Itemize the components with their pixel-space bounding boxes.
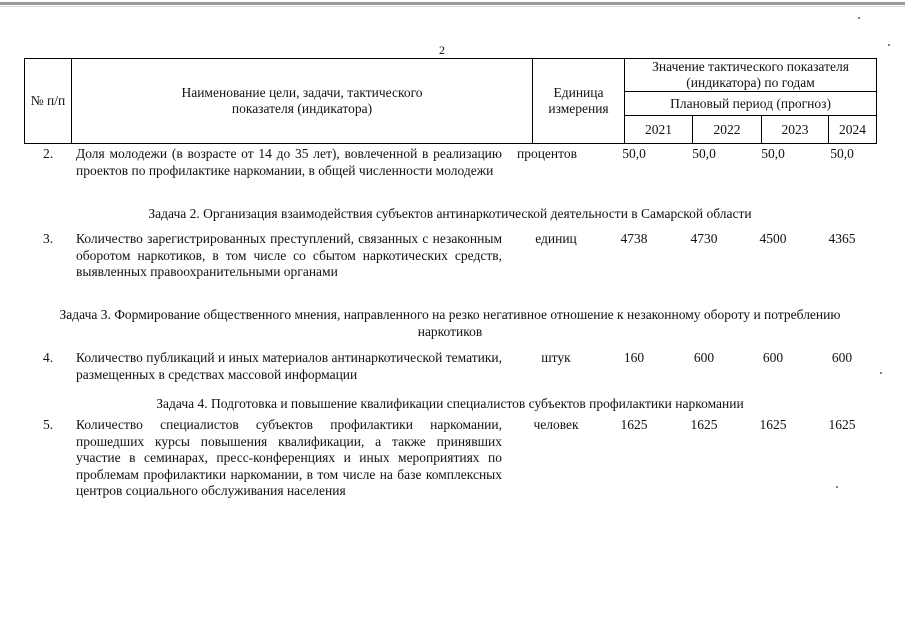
table-header: [24, 58, 877, 144]
table-row: [0, 146, 905, 198]
row-value-2021: 4738: [620, 231, 648, 246]
row-unit: штук: [541, 350, 571, 365]
row-number: 3.: [43, 231, 54, 246]
row-value-2021: 50,0: [622, 146, 646, 161]
row-value-2022: 4730: [690, 231, 718, 246]
row-value-2021: 160: [623, 350, 645, 365]
row-unit: человек: [533, 417, 579, 432]
row-value-2024: 4365: [828, 231, 856, 246]
row-unit: процентов: [516, 146, 577, 161]
task-heading: Задача 4. Подготовка и повышение квалификации специалистов субъектов профилактики наркомании: [156, 396, 744, 411]
scan-edge-top: [0, 2, 905, 5]
task-heading: Задача 3. Формирование общественного мнения, направленного на резко негативное отношение к незаконному обороту и потреблению наркотиков: [59, 307, 841, 339]
row-name: Количество публикаций и иных материалов антинаркотической тематики, размещенных в средствах массовой информации: [76, 350, 502, 382]
row-value-2023: 4500: [759, 231, 787, 246]
row-value-2022: 50,0: [692, 146, 716, 161]
header-name: Наименование цели, задачи, тактического показателя (индикатора): [72, 59, 533, 144]
row-value-2023: 1625: [759, 417, 787, 432]
row-number: 4.: [43, 350, 54, 365]
header-year: 2023: [762, 116, 829, 144]
scan-edge-shadow: [0, 6, 905, 7]
row-value-2024: 50,0: [830, 146, 854, 161]
row-name: Доля молодежи (в возрасте от 14 до 35 лет), вовлеченной в реализацию проектов по профилактике наркомании, в общей численности молодежи: [76, 146, 502, 178]
row-value-2024: 600: [831, 350, 853, 365]
table-row: [0, 350, 905, 386]
header-planned-period: Плановый период (прогноз): [625, 92, 877, 116]
row-name: Количество специалистов субъектов профилактики наркомании, прошедших курсы повышения квалификации, а также принявших участие в семинарах, пресс-конференциях и иных мероприятиях по проблемам профилактики наркомании, в том числе на базе комплексных центров социального обслуживания населения: [76, 417, 502, 498]
row-value-2024: 1625: [828, 417, 856, 432]
scan-speck: [888, 44, 890, 46]
header-year: 2024: [829, 116, 877, 144]
row-name: Количество зарегистрированных преступлений, связанных с незаконным оборотом наркотиков, в том числе со сбытом наркотических средств, выявленных правоохранительными органами: [76, 231, 502, 279]
header-value: Значение тактического показателя (индикатора) по годам: [625, 59, 877, 92]
row-value-2021: 1625: [620, 417, 648, 432]
row-unit: единиц: [535, 231, 577, 246]
row-value-2022: 1625: [690, 417, 718, 432]
page-number: 2: [439, 43, 445, 57]
task-heading: Задача 2. Организация взаимодействия субъектов антинаркотической деятельности в Самарской области: [148, 206, 752, 221]
table-row: [0, 231, 905, 301]
table-row: [0, 417, 905, 522]
scan-speck: [858, 17, 860, 19]
header-unit: Единица измерения: [533, 59, 625, 144]
header-num: № п/п: [25, 59, 72, 144]
row-number: 5.: [43, 417, 54, 432]
row-value-2023: 50,0: [761, 146, 785, 161]
row-number: 2.: [43, 146, 54, 161]
row-value-2023: 600: [762, 350, 784, 365]
header-year: 2022: [693, 116, 762, 144]
row-value-2022: 600: [693, 350, 715, 365]
header-year: 2021: [625, 116, 693, 144]
